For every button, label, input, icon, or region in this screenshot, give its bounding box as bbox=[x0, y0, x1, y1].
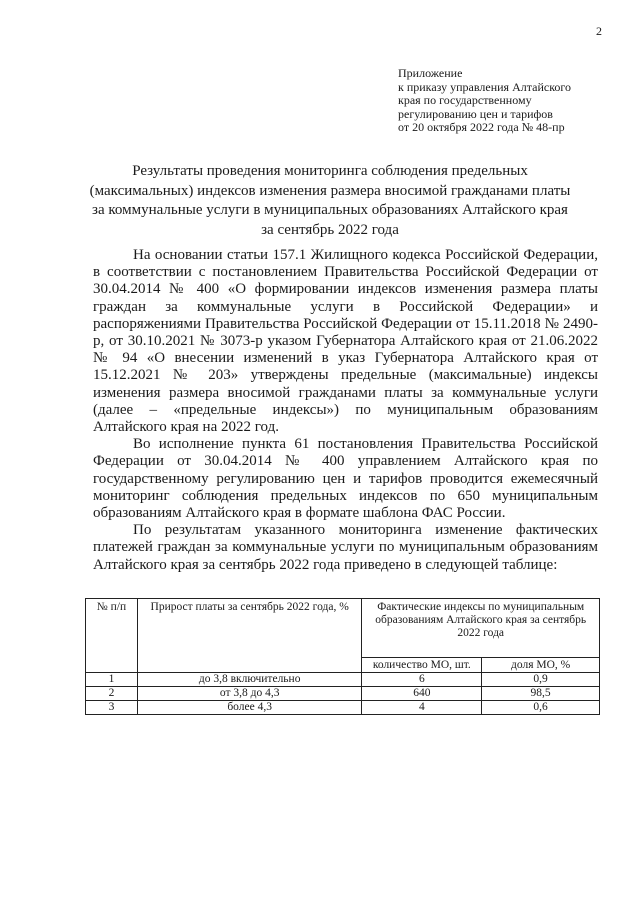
appendix-line: к приказу управления Алтайского bbox=[398, 79, 572, 94]
results-table bbox=[85, 598, 600, 715]
header-share: доля МО, % bbox=[482, 658, 600, 673]
paragraph: На основании статьи 157.1 Жилищного кодекса Российской Федерации, в соответствии с постановлением Правительства Российской Федерации от 30.04.2014 № 400 «О формировании индексов изменения размера платы граждан за коммунальные услуги в Российской Федерации» и распоряжениями Правительства Российской Федерации от 15.11.2018 № 2490-р, от 30.10.2021 № 3073-р указом Губернатора Алтайского края от 21.06.2022 № 94 «О внесении изменений в указ Губернатора Алтайского края от 15.12.2021 № 203» утверждены предельные (максимальные) индексы изменения размера вносимой гражданами платы за коммунальные услуги (далее – «предельные индексы») по муниципальным образованиям Алтайского края на 2022 год. bbox=[93, 247, 598, 436]
cell-num: 1 bbox=[86, 673, 138, 687]
document-title bbox=[60, 162, 600, 240]
appendix-line: регулированию цен и тарифов bbox=[398, 106, 553, 121]
appendix-line: Приложение bbox=[398, 66, 463, 80]
appendix-block bbox=[398, 67, 608, 135]
header-growth: Прирост платы за сентябрь 2022 года, % bbox=[137, 599, 362, 673]
title-line: за коммунальные услуги в муниципальных образованиях Алтайского края bbox=[92, 202, 568, 218]
cell-share: 0,9 bbox=[482, 673, 600, 687]
table-row bbox=[86, 673, 600, 687]
appendix-line: от 20 октября 2022 года № 48-пр bbox=[398, 120, 565, 134]
cell-growth: более 4,3 bbox=[137, 701, 362, 715]
title-line: Результаты проведения мониторинга соблюдения предельных bbox=[132, 163, 528, 179]
title-line: (максимальных) индексов изменения размера вносимой гражданами платы bbox=[89, 182, 571, 199]
cell-count: 640 bbox=[362, 687, 482, 701]
title-line: за сентябрь 2022 года bbox=[261, 221, 399, 238]
body-text bbox=[93, 247, 598, 574]
cell-count: 6 bbox=[362, 673, 482, 687]
table-row bbox=[86, 687, 600, 701]
header-actual: Фактические индексы по муниципальным образованиям Алтайского края за сентябрь 2022 года bbox=[362, 599, 600, 658]
header-count: количество МО, шт. bbox=[362, 658, 482, 673]
cell-share: 98,5 bbox=[482, 687, 600, 701]
header-num: № п/п bbox=[86, 599, 138, 673]
cell-share: 0,6 bbox=[482, 701, 600, 715]
paragraph: Во исполнение пункта 61 постановления Правительства Российской Федерации от 30.04.2014 № 400 управлением Алтайского края по государственному регулированию цен и тарифов проводится ежемесячный мониторинг соблюдения предельных индексов по 650 муниципальным образованиям Алтайского края в формате шаблона ФАС России. bbox=[93, 436, 598, 522]
appendix-line: края по государственному bbox=[398, 93, 532, 107]
cell-growth: до 3,8 включительно bbox=[137, 673, 362, 687]
table-row bbox=[86, 701, 600, 715]
cell-growth: от 3,8 до 4,3 bbox=[137, 687, 362, 701]
cell-count: 4 bbox=[362, 701, 482, 715]
page-number: 2 bbox=[596, 24, 602, 38]
paragraph: По результатам указанного мониторинга изменение фактических платежей граждан за коммунальные услуги по муниципальным образованиям Алтайского края за сентябрь 2022 года приведено в следующей таблице: bbox=[93, 522, 598, 573]
cell-num: 2 bbox=[86, 687, 138, 701]
cell-num: 3 bbox=[86, 701, 138, 715]
